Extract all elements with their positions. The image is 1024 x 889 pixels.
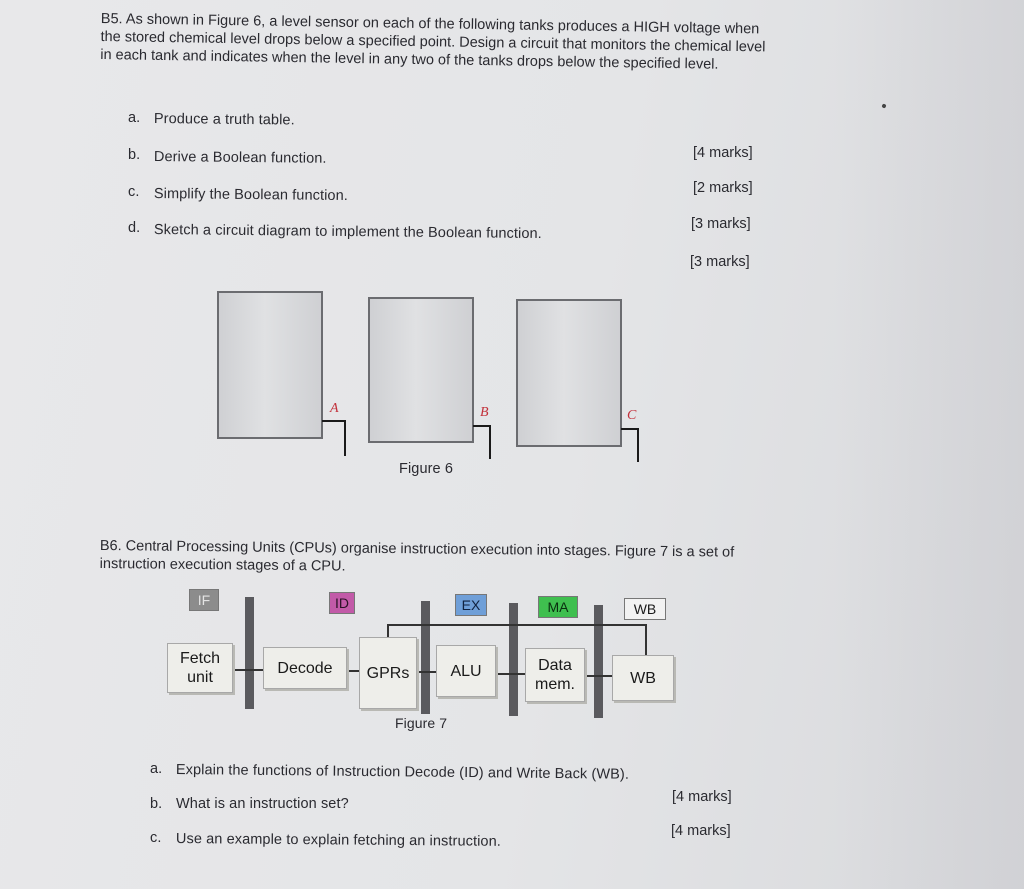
tank-c-sensor — [621, 428, 639, 462]
tank-a-label: A — [330, 401, 339, 416]
b5-item-b-label: b. — [128, 147, 141, 163]
figure-6-caption: Figure 6 — [399, 461, 453, 477]
stage-tag-id: ID — [329, 592, 355, 614]
wire-alu-data — [496, 673, 526, 675]
gprs-unit-label: GPRs — [366, 664, 410, 682]
b6-item-b-text: What is an instruction set? — [176, 796, 349, 812]
latch-if-id — [245, 597, 254, 709]
b5-item-a-label: a. — [128, 110, 141, 126]
b6-item-c-text: Use an example to explain fetching an instruction. — [175, 831, 501, 850]
latch-ex-ma — [509, 603, 518, 716]
b6-item-a-text: Explain the functions of Instruction Decode (ID) and Write Back (WB). — [175, 762, 630, 783]
b5-marks-3: [3 marks] — [691, 216, 751, 232]
tank-c — [516, 299, 622, 447]
stage-tag-ex: EX — [455, 594, 487, 616]
wire-data-wb — [585, 675, 613, 677]
decode-unit-label: Decode — [277, 659, 333, 677]
writeback-bus-left-drop — [387, 624, 389, 638]
writeback-bus-horizontal — [388, 624, 646, 626]
alu-unit — [436, 645, 496, 697]
b5-item-b-text: Derive a Boolean function. — [153, 149, 327, 167]
alu-unit-label: ALU — [450, 662, 482, 680]
b5-item-c-text: Simplify the Boolean function. — [153, 186, 349, 205]
wire-decode-gprs — [346, 670, 360, 672]
gprs-unit — [359, 637, 417, 709]
stage-tag-wb: WB — [624, 598, 666, 620]
b5-question-intro: B5. As shown in Figure 6, a level sensor on each of the following tanks produces a HIGH voltage when the stored chemical level drops below a specified point. Design a circuit that monitors the chemical level in each tank and indicates when the level in any two of the tanks drops below the specified level. — [100, 10, 766, 73]
tank-b-sensor — [473, 425, 491, 459]
b5-item-d-label: d. — [128, 220, 141, 236]
stray-mark — [881, 103, 886, 108]
tank-c-label: C — [627, 408, 637, 423]
writeback-unit — [612, 655, 674, 701]
b6-marks-1: [4 marks] — [672, 789, 732, 805]
decode-unit — [263, 647, 347, 689]
fetch-unit — [167, 643, 233, 693]
writeback-unit-label: WB — [630, 669, 656, 687]
b6-question-intro: B6. Central Processing Units (CPUs) organise instruction execution into stages. Figure 7 is a set of instruction execution stages of a CPU. — [99, 537, 735, 575]
data-memory-unit — [525, 648, 585, 702]
b6-item-b-label: b. — [150, 796, 163, 812]
fetch-unit-label-line1: Fetch — [179, 650, 220, 667]
tank-a — [217, 291, 323, 439]
tank-b-label: B — [480, 405, 489, 420]
latch-id-ex — [421, 601, 430, 714]
wire-gprs-alu — [417, 671, 437, 673]
b5-marks-4: [3 marks] — [690, 254, 750, 270]
b5-item-d-text: Sketch a circuit diagram to implement the Boolean function. — [153, 222, 542, 243]
data-memory-label-line1: Data — [538, 657, 572, 674]
tank-b — [368, 297, 474, 443]
b6-item-a-label: a. — [150, 761, 163, 777]
latch-ma-wb — [594, 605, 603, 718]
b5-item-c-label: c. — [128, 184, 140, 200]
tank-a-sensor — [322, 420, 346, 456]
b6-marks-2: [4 marks] — [671, 823, 731, 839]
figure-7-caption: Figure 7 — [395, 715, 448, 731]
stage-tag-ma: MA — [538, 596, 578, 618]
fetch-unit-label-line2: unit — [187, 669, 213, 686]
wire-fetch-decode — [232, 669, 264, 671]
data-memory-label-line2: mem. — [535, 676, 575, 693]
stage-tag-if: IF — [189, 589, 219, 611]
b5-marks-2: [2 marks] — [693, 180, 753, 196]
b5-item-a-text: Produce a truth table. — [153, 111, 295, 129]
b5-marks-1: [4 marks] — [693, 145, 753, 161]
writeback-bus-right-drop — [645, 624, 647, 656]
b6-item-c-label: c. — [150, 830, 162, 846]
